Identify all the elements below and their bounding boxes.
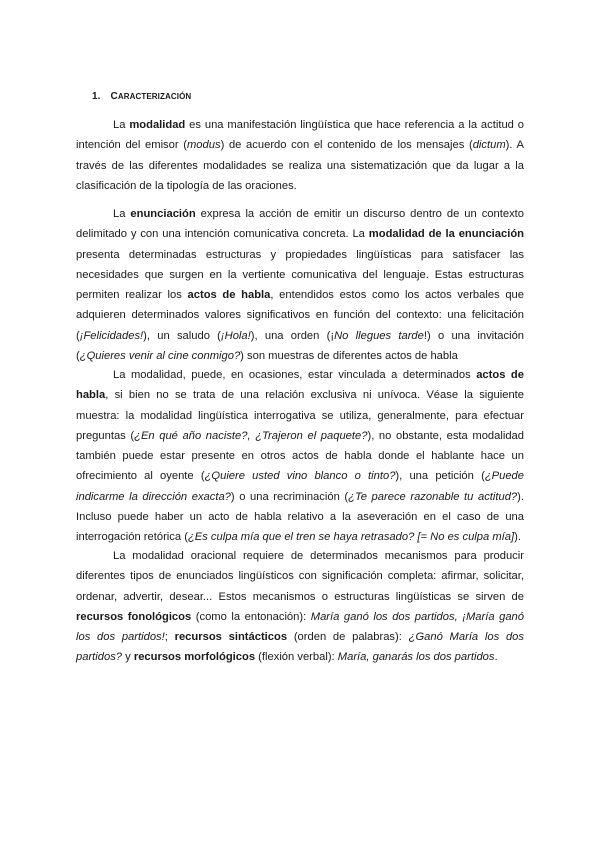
italic-example: No llegues tarde [334, 329, 424, 342]
text-run: !) o una invitación ( [76, 329, 525, 363]
bold-term: recursos sintácticos [174, 631, 288, 644]
section-heading [92, 91, 191, 102]
text-run: y [122, 651, 134, 664]
text-run: ) son muestras de diferentes actos de habla [240, 350, 458, 363]
text-run: ), no obstante, esta modalidad también puede estar presente en otros actos de habla donde el hablante hace un ofrecimiento al oyente ( [76, 429, 525, 483]
bold-term: recursos morfológicos [133, 651, 256, 664]
text-run: ) de acuerdo con el contenido de los mensajes ( [220, 139, 473, 152]
bold-term: modalidad [129, 119, 186, 131]
text-run: (flexión verbal): [255, 651, 338, 664]
text-run: ), una petición ( [395, 470, 485, 483]
paragraph-enunciacion [76, 204, 524, 366]
paragraph-actos-habla [76, 365, 524, 548]
paragraph-modalidad [76, 115, 524, 196]
text-run: es una manifestación lingüística que hace referencia a la actitud o intención del emisor ( [76, 119, 524, 152]
italic-example: ¿Puede indicarme la dirección exacta? [76, 470, 524, 503]
italic-example: María, ganarás los dos partidos [337, 651, 495, 664]
text-run: ). [514, 531, 521, 544]
italic-term: dictum [472, 139, 506, 152]
text-run: (orden de palabras): [287, 631, 409, 644]
bold-term: enunciación [130, 208, 196, 220]
text-run: ). Incluso puede haber un acto de habla relativo a la aseveración en el caso de una interrogación retórica ( [76, 490, 524, 544]
text-run: , si bien no se trata de una relación exclusiva ni unívoca. Véase la siguiente muestra: la modalidad lingüística interrogativa se utiliza, generalmente, para efectuar preguntas ( [76, 389, 524, 442]
bold-term: modalidad de la enunciación [368, 228, 524, 241]
paragraph-modalidad-oracional [76, 546, 524, 668]
text-run: ; [164, 631, 175, 644]
bold-term: actos de habla [187, 289, 271, 302]
italic-example: ¡Hola! [220, 329, 251, 342]
bold-term: actos de habla [76, 369, 524, 402]
italic-example: María ganó los dos partidos, ¡María ganó los dos partidos! [76, 610, 524, 644]
text-run: ). A través de las diferentes modalidades se realiza una sistematización que da lugar a la clasificación de la tipología de las oraciones. [76, 139, 524, 192]
text-run: . [494, 651, 498, 664]
text-run: ), un saludo ( [143, 329, 221, 342]
italic-example: ¿Quieres venir al cine conmigo? [79, 350, 241, 363]
text-run: ), una orden (¡ [250, 329, 335, 342]
bold-term: recursos fonológicos [76, 610, 192, 623]
italic-example: ¿Quiere usted vino blanco o tinto? [204, 470, 396, 483]
text-run: La [113, 119, 130, 131]
italic-example: ¿Es culpa mía que el tren se haya retrasado? [= No es culpa mía] [187, 531, 515, 544]
text-run: , entendidos estos como los actos verbales que adquieren determinados valores significativos en función del contexto: una felicitación ( [76, 289, 525, 342]
italic-term: modus [186, 139, 221, 152]
text-run: La modalidad oracional requiere de determinados mecanismos para producir diferentes tipos de enunciados lingüísticos con significación completa: afirmar, solicitar, ordenar, advertir, desear... Estos mecanismos o estructuras lingüísticas se sirven de [76, 550, 524, 603]
italic-example: ¿Te parece razonable tu actitud? [348, 490, 518, 503]
heading-number: 1. [92, 91, 101, 102]
heading-first-letter: C [110, 91, 118, 102]
text-run: La [113, 208, 131, 220]
italic-example: ¿En qué año naciste?, ¿Trajeron el paquete? [134, 429, 368, 442]
text-run: expresa la acción de emitir un discurso dentro de un contexto delimitado y con una intención comunicativa concreta. La [76, 208, 524, 241]
text-run: presenta determinadas estructuras y propiedades lingüísticas para satisfacer las necesidades que surgen en la vertiente comunicativa del lenguaje. Estas estructuras permiten realizar los [76, 248, 524, 302]
text-run: La modalidad, puede, en ocasiones, estar vinculada a determinados [113, 369, 477, 381]
text-run: (como la entonación): [191, 610, 311, 623]
heading-rest: ARACTERIZACIÓN [117, 92, 192, 101]
italic-example: ¿Ganó María los dos partidos? [76, 631, 524, 664]
text-run: ) o una recriminación ( [230, 490, 349, 503]
italic-example: ¡Felicidades! [79, 329, 144, 342]
